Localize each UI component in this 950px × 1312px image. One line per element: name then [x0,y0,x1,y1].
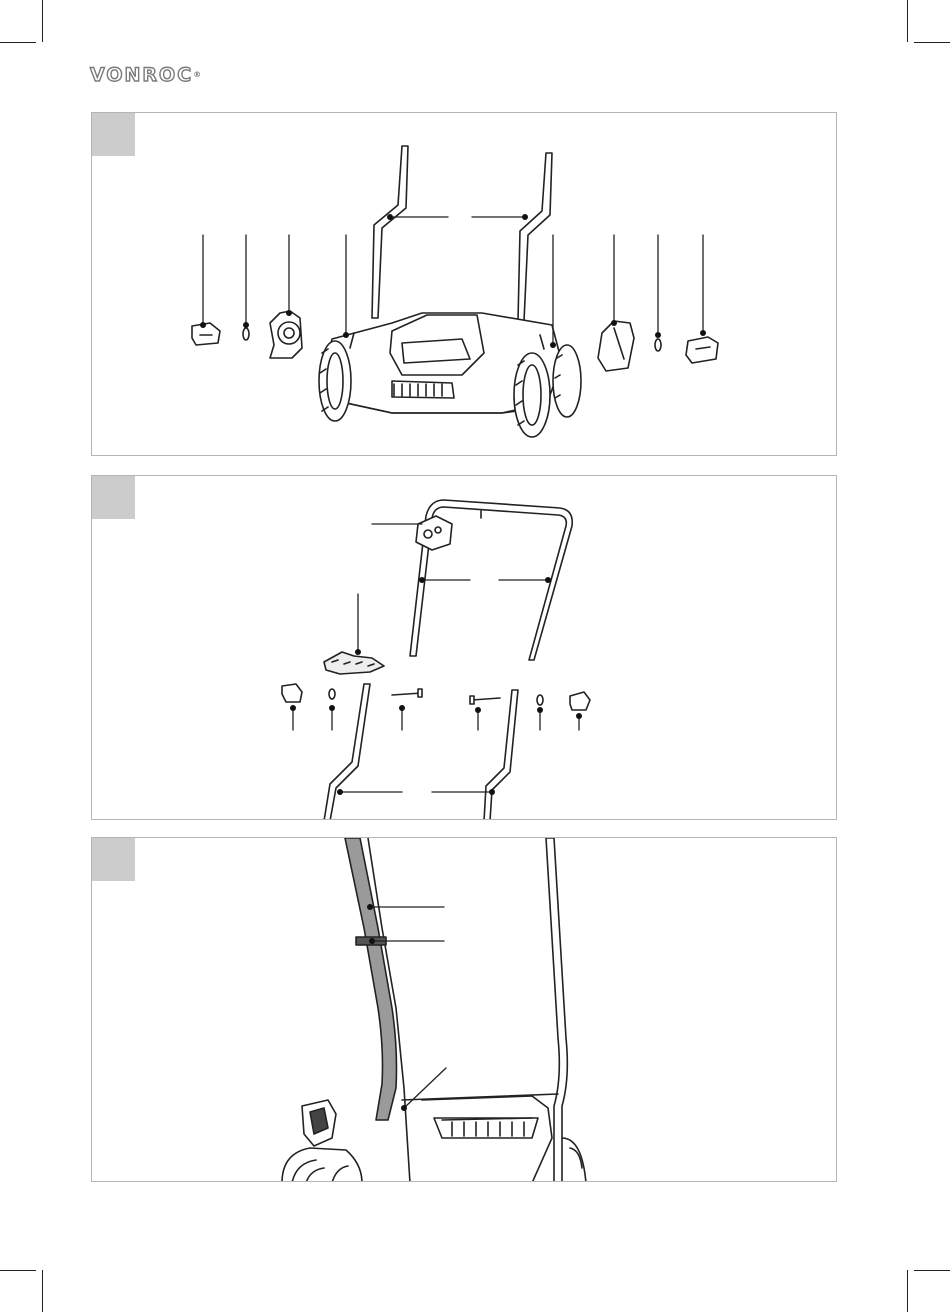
mower-body [282,1096,586,1182]
figure-2-panel [91,475,837,820]
right-lower-handlebar [518,153,552,321]
right-bolt [470,696,500,704]
left-bolt [392,689,422,697]
leader-dots [290,577,582,795]
right-lower-handlebar [484,690,518,820]
cable-clip [324,652,384,674]
trademark: ® [193,70,204,79]
right-washer [655,339,661,351]
left-lower-handlebar [324,684,370,820]
left-handle-cam-lever [270,311,302,358]
left-knob [282,684,302,702]
crop-mark [0,42,36,43]
figure-1-drawing [92,113,837,456]
crop-mark [907,0,908,42]
brand-logo [90,64,203,86]
left-clamp [192,323,220,345]
figure-3-drawing [92,838,837,1182]
lawn-mower-body [319,313,581,437]
right-handle-cam-lever [598,321,634,371]
left-washer [243,328,249,340]
crop-mark [914,1270,950,1271]
left-handlebar-tube [345,838,397,1120]
figure-2-drawing [92,476,837,820]
crop-mark [907,1270,908,1312]
left-lower-handlebar [372,146,408,318]
right-clamp [686,337,718,363]
figure-3-panel [91,837,837,1182]
left-washer [329,689,335,699]
right-knob [570,692,590,710]
crop-mark [42,0,43,42]
crop-mark [0,1270,36,1271]
figure-1-panel [91,112,837,456]
right-washer [537,695,543,705]
crop-mark [42,1270,43,1312]
crop-mark [914,42,950,43]
logo-text: VONROC [90,64,194,86]
